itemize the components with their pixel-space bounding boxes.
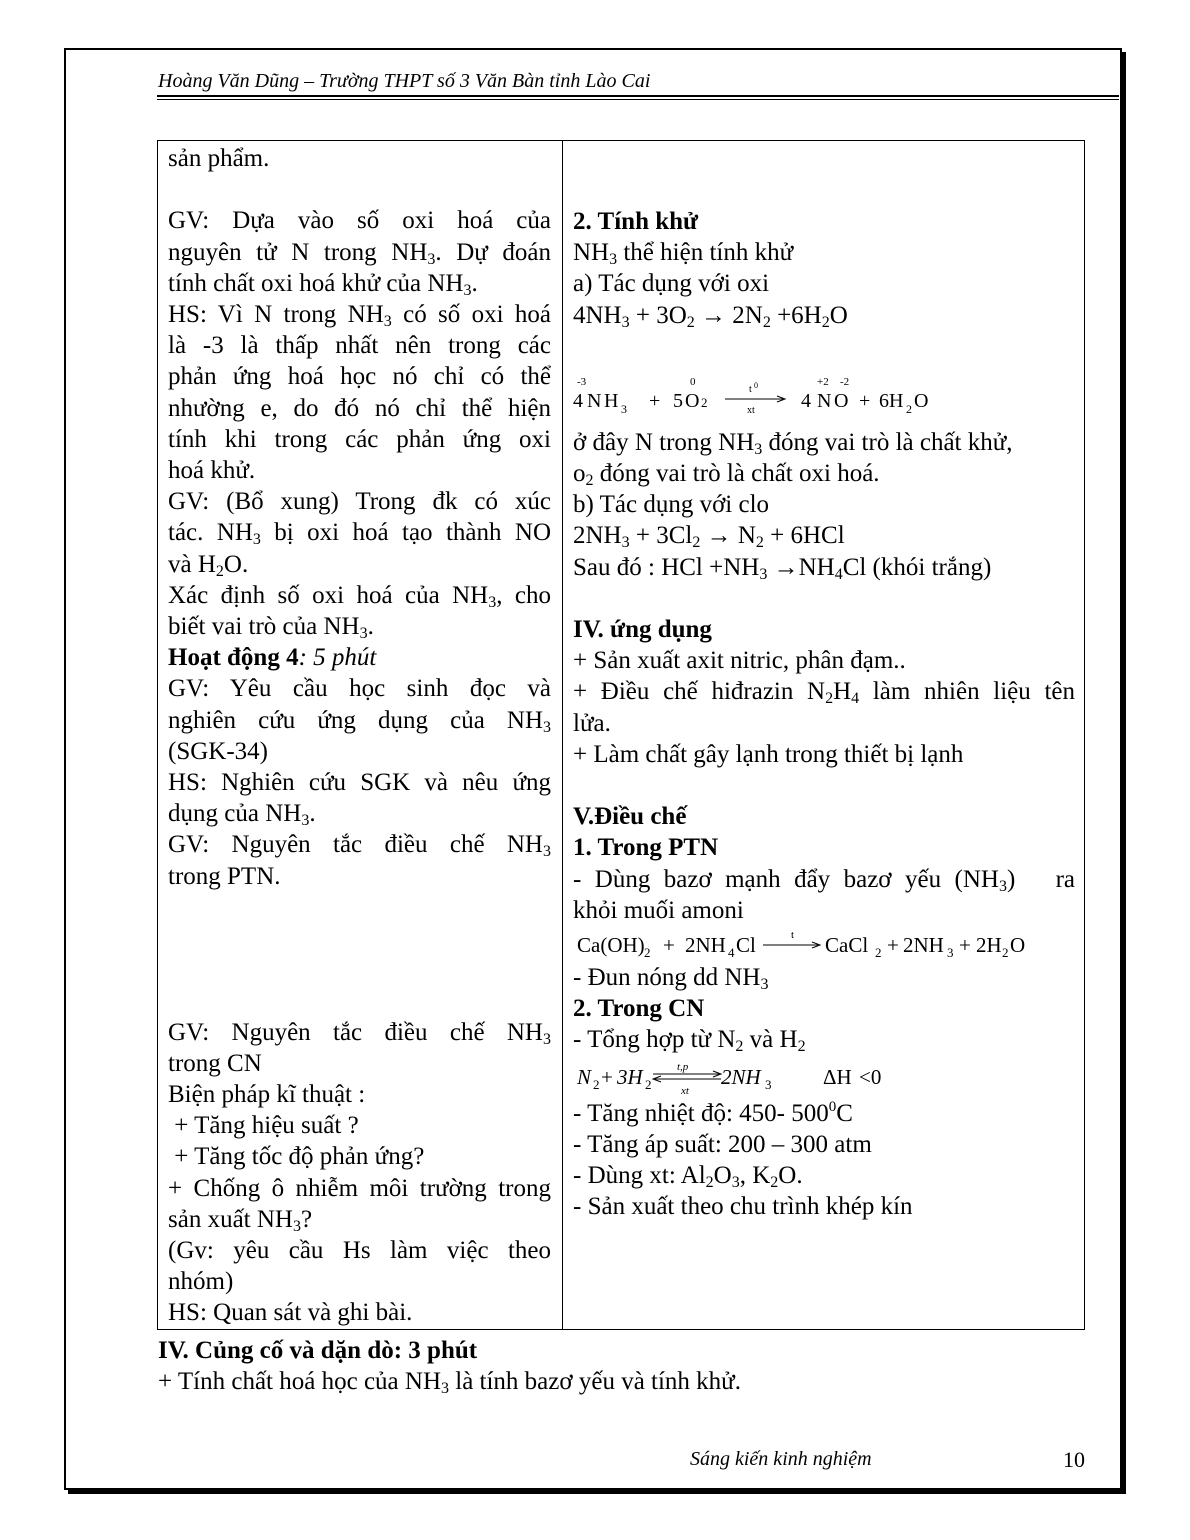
text-line: trong CN <box>168 1049 262 1077</box>
text-line: GV: Nguyên tắc điều chế $NH_3$ <box>168 831 551 861</box>
formula-part: CaCl <box>825 933 869 958</box>
subscript: 4 <box>728 945 735 961</box>
equation-line: $2NH_3 + 3Cl_2 \to N_2 + 6HCl$ <box>573 522 845 552</box>
text-line: b) Tác dụng với clo <box>573 491 770 519</box>
page-footer: Sáng kiến kinh nghiệm <box>690 1448 872 1470</box>
text-line: + Làm chất gây lạnh trong thiết bị lạnh <box>573 740 964 768</box>
text-line: GV: Dựa vào số oxi hoá của <box>168 207 551 235</box>
formula-part: 2H <box>976 933 1002 958</box>
text-line: biết vai trò của $NH_3$. <box>168 613 374 643</box>
text-line: phản ứng hoá học nó chỉ có thể <box>168 363 551 391</box>
section-heading: 2. Trong CN <box>573 995 705 1023</box>
text-line: trong PTN. <box>168 862 281 890</box>
formula-part: N <box>817 389 832 412</box>
text-line: - Đun nóng dd $NH_3$ <box>573 964 769 994</box>
text-line: khỏi muối amoni <box>573 896 744 924</box>
plus-sign: + <box>649 389 661 412</box>
summary-line: + Tính chất hoá học của $NH_3$ là tính bazơ yếu và tính khử. <box>158 1368 741 1397</box>
text-line: GV: Yêu cầu học sinh đọc và <box>168 675 551 703</box>
condition-label: 0 <box>754 380 758 390</box>
table-column-divider <box>562 140 563 1330</box>
activity-heading: Hoạt động 4: 5 phút <box>168 644 377 672</box>
text-line: + Chống ô nhiễm môi trường trong <box>168 1174 551 1202</box>
formula-part: 2NH <box>685 933 726 958</box>
text-line: - Tổng hợp từ $N_2$ và $H_2$ <box>573 1026 806 1056</box>
summary-heading: IV. Củng cố và dặn dò: 3 phút <box>158 1337 478 1364</box>
plus-sign: + <box>663 933 675 958</box>
text-line: Biện pháp kĩ thuật : <box>168 1081 366 1109</box>
text-line: $o_2$ đóng vai trò là chất oxi hoá. <box>573 460 880 490</box>
subscript: 3 <box>765 1076 772 1092</box>
text-line: tác. $NH_3$ bị oxi hoá tạo thành NO <box>168 519 551 549</box>
oxidation-state: 0 <box>690 375 696 388</box>
text-line: GV: Nguyên tắc điều chế $NH_3$ <box>168 1018 551 1048</box>
lab-equation <box>573 926 1075 962</box>
formula-part: O <box>1010 933 1026 958</box>
synthesis-equation <box>573 1056 1075 1098</box>
text-line: ở đây N trong $NH_3$ đóng vai trò là chất khử, <box>573 428 1013 458</box>
formula-part: 2NH <box>721 1064 761 1089</box>
plus-sign: + <box>959 933 971 958</box>
condition-label: t,p <box>677 1060 689 1073</box>
text-line: nhóm) <box>168 1268 234 1296</box>
subscript: 2 <box>644 945 651 961</box>
text-line: $NH_3$ thể hiện tính khử <box>573 239 794 269</box>
subscript: 2 <box>1002 945 1009 961</box>
coefficient: 5 <box>673 389 683 412</box>
text-line: a) Tác dụng với oxi <box>573 270 770 298</box>
text-line: - Dùng bazơ mạnh đẩy bazơ yếu $(NH_3)$ ra <box>573 865 1075 895</box>
condition-label: xt <box>681 1084 689 1097</box>
text-line: lửa. <box>573 709 611 737</box>
section-heading: IV. ứng dụng <box>573 616 712 644</box>
oxidation-state: -3 <box>577 375 587 388</box>
summary-section <box>158 1335 741 1397</box>
text-line: hoá khử. <box>168 457 256 485</box>
redox-equation <box>573 375 1075 427</box>
formula-part: H <box>604 389 619 412</box>
formula-part: 6H <box>879 389 904 412</box>
text-line: HS: Quan sát và ghi bài. <box>168 1299 413 1327</box>
enthalpy-symbol: ΔH <box>823 1064 852 1089</box>
page-header: Hoàng Văn Dũng – Trường THPT số 3 Văn Bàn tỉnh Lào Cai <box>158 70 651 92</box>
condition-label: xt <box>747 404 755 416</box>
text-line: sản xuất $NH_3$? <box>168 1205 313 1235</box>
text-line: + Tăng hiệu suất ? <box>168 1112 359 1140</box>
subscript: 2 <box>701 394 708 410</box>
text-line: - Sản xuất theo chu trình khép kín <box>573 1193 913 1221</box>
text-line: + Điều chế hiđrazin $N_2H_4$ làm nhiên liệu tên <box>573 678 1075 708</box>
text-line: nguyên tử N trong $NH_3$. Dự đoán <box>168 238 551 268</box>
oxidation-state: +2 <box>817 375 829 388</box>
text-line: HS: Vì N trong $NH_3$ có số oxi hoá <box>168 301 551 330</box>
text-line: + Sản xuất axit nitric, phân đạm.. <box>573 647 906 675</box>
text-line: - Tăng áp suất: 200 – 300 atm <box>573 1130 872 1158</box>
subscript: 3 <box>621 401 627 416</box>
coefficient: 4 <box>801 389 811 412</box>
teacher-activity-column <box>168 143 551 1329</box>
formula-part: O <box>914 389 929 412</box>
formula-part: Cl <box>736 933 756 958</box>
equation-line: $4NH_3 + 3O_2 \to 2N_2 +6H_2O$ <box>573 301 848 331</box>
text-line: nhường e, do đó nó chỉ thể hiện <box>168 394 551 422</box>
formula-part: O <box>834 389 849 412</box>
coefficient: 4 <box>573 389 583 412</box>
subscript: 2 <box>875 945 882 961</box>
text-line: là -3 là thấp nhất nên trong các <box>168 332 551 360</box>
formula-part: 2NH <box>903 933 944 958</box>
text-line: - Tăng nhiệt độ: 450- $500^0C$ <box>573 1098 853 1127</box>
formula-part: N <box>577 1064 592 1089</box>
subscript: 2 <box>645 1076 652 1092</box>
text-line: nghiên cứu ứng dụng của $NH_3$ <box>168 706 551 736</box>
page-number: 10 <box>1063 1447 1085 1472</box>
condition-label: t <box>749 383 752 395</box>
text-line: sản phẩm. <box>168 145 270 172</box>
plus-sign: + <box>601 1064 613 1089</box>
subscript: 2 <box>906 401 912 416</box>
condition-label: t <box>791 929 795 942</box>
text-line: + Tăng tốc độ phản ứng? <box>168 1143 425 1171</box>
formula-part: N <box>587 389 602 412</box>
text-line: và $H_2O$. <box>168 550 249 580</box>
text-line: (SGK-34) <box>168 737 268 765</box>
text-line: tính chất oxi hoá khử của $NH_3$. <box>168 269 478 299</box>
header-rule <box>157 99 1119 100</box>
formula-part: 3H <box>617 1064 643 1089</box>
formula-part: Ca(OH) <box>577 933 645 958</box>
text-line: dụng của $NH_3$. <box>168 800 316 830</box>
text-line: GV: (Bổ xung) Trong đk có xúc <box>168 488 551 516</box>
text-line: - Dùng xt: $Al_2O_3$, $K_2O$. <box>573 1162 803 1192</box>
text-line: (Gv: yêu cầu Hs làm việc theo <box>168 1237 551 1265</box>
oxidation-state: -2 <box>840 375 850 388</box>
plus-sign: + <box>859 389 871 412</box>
content-column <box>573 206 1075 1222</box>
header-rule <box>157 95 1119 97</box>
section-heading: 2. Tính khử <box>573 208 699 235</box>
formula-part: O <box>685 389 700 412</box>
text-line: tính khi trong các phản ứng oxi <box>168 425 551 453</box>
enthalpy-value: <0 <box>859 1064 882 1089</box>
subscript: 3 <box>947 945 954 961</box>
text-line: Xác định số oxi hoá của $NH_3$, cho <box>168 581 551 611</box>
section-heading: V.Điều chế <box>573 803 687 831</box>
section-heading: 1. Trong PTN <box>573 834 719 862</box>
text-line: HS: Nghiên cứu SGK và nêu ứng <box>168 769 551 797</box>
equation-line: Sau đó : HCl $+NH_3 \to NH_4Cl$ (khói trắng) <box>573 553 992 583</box>
plus-sign: + <box>887 933 899 958</box>
subscript: 2 <box>593 1076 600 1092</box>
